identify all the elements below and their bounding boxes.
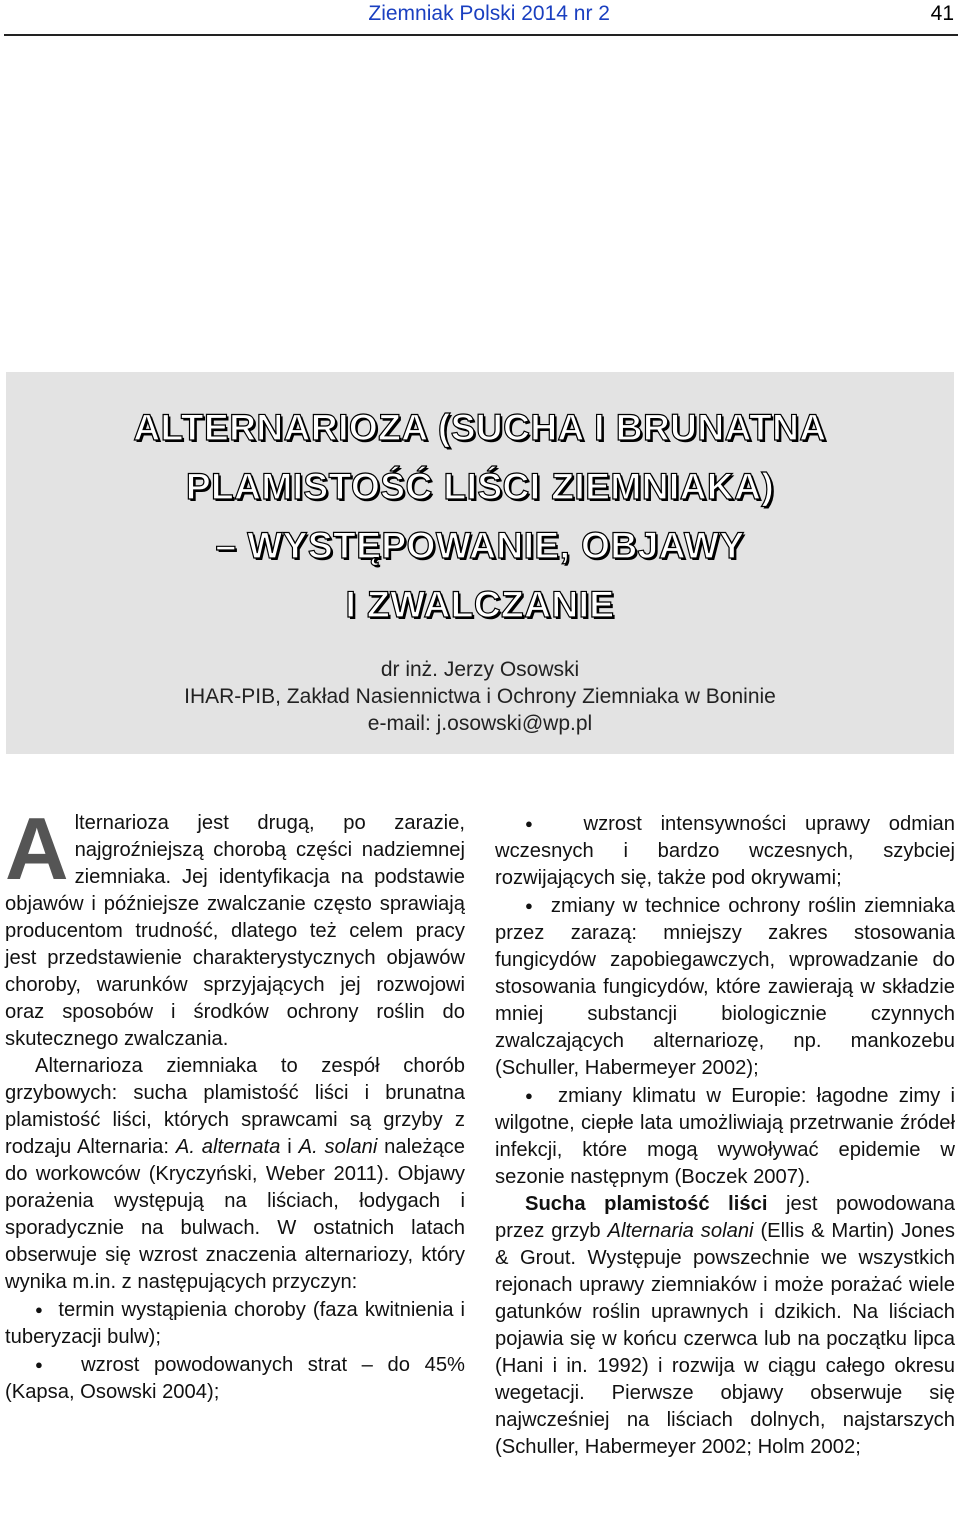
journal-title: Ziemniak Polski 2014 nr 2 xyxy=(368,2,610,25)
running-header xyxy=(4,0,958,36)
species-name: A. alternata xyxy=(175,1136,281,1158)
page-number: 41 xyxy=(930,2,954,25)
bullet-item xyxy=(495,1082,955,1191)
bullet-icon xyxy=(525,895,535,917)
title-line-1: ALTERNARIOZA (SUCHA I BRUNATNA xyxy=(133,407,827,448)
paragraph-text: jest powodowana przez grzyb xyxy=(495,1193,955,1242)
bullet-item xyxy=(5,1296,465,1351)
section-term: Sucha plamistość liści xyxy=(525,1193,768,1215)
bullet-text: wzrost intensywności uprawy odmian wczesnych i bardzo wczesnych, szybciej rozwijających się, także pod okrywami; xyxy=(495,813,956,889)
intro-paragraph xyxy=(5,799,465,1053)
title-line-2: PLAMISTOŚĆ LIŚCI ZIEMNIAKA) xyxy=(185,466,775,507)
bullet-icon xyxy=(525,1085,538,1107)
species-name: Alternaria solani xyxy=(607,1220,754,1242)
bullet-item xyxy=(495,810,955,892)
bullet-text: termin wystąpienia choroby (faza kwitnienia i tuberyzacji bulw); xyxy=(5,1299,466,1348)
article-title xyxy=(6,398,954,634)
bullet-text: wzrost powodowanych strat – do 45% (Kapsa, Osowski 2004); xyxy=(5,1354,465,1403)
bullet-text: zmiany klimatu w Europie: łagodne zimy i wilgotne, ciepłe lata umożliwiają przetrwanie źródeł infekcji, które mogą wywoływać epidemie w sezonie następnym (Boczek 2007). xyxy=(495,1085,956,1188)
paragraph-text: (Ellis & Martin) Jones & Grout. Występuje powszechnie we wszystkich rejonach uprawy ziemniaków i może porażać wiele gatunków roślin uprawnych i dzikich. Na liściach pojawia się w końcu czerwca lub na początku lipca (Hani i in. 1992) i rozwija w ciągu całego okresu wegetacji. Pierwsze objawy obserwuje się najwcześniej na liściach dolnych, najstarszych (Schuller, Habermeyer 2002; Holm 2002; xyxy=(495,1220,955,1458)
drop-cap: A xyxy=(5,799,69,898)
bullet-icon xyxy=(525,813,546,835)
author-affiliation: IHAR-PIB, Zakład Nasiennictwa i Ochrony Ziemniaka w Boninie xyxy=(184,685,776,708)
intro-text: lternarioza jest drugą, po zarazie, najgroźniejszą chorobą części nadziemnej ziemniaka. Jej identyfikacja na podstawie objawów i późniejsze zwalczanie często sprawiają producentom trudność, dlatego też celem pracy jest przedstawienie charakterystycznych objawów choroby, warunków sprzyjających jej rozwojowi oraz sposobów i środków ochrony roślin do skutecznego zwalczania. xyxy=(5,812,465,1050)
title-line-3: – WYSTĘPOWANIE, OBJAWY xyxy=(215,525,745,566)
title-line-4: I ZWALCZANIE xyxy=(345,584,615,625)
author-block xyxy=(6,656,954,737)
bullet-icon xyxy=(35,1354,52,1376)
author-name: dr inż. Jerzy Osowski xyxy=(380,658,580,681)
bullet-text: zmiany w technice ochrony roślin ziemniaka przez zarazą: mniejszy zakres stosowania fungicydów zapobiegawczych, wprowadzanie do stosowania fungicydów, które zawierają w składzie mniej substancji biologicznie czynnych zwalczających alternariozę, np. mankozebu (Schuller, Habermeyer 2002); xyxy=(495,895,956,1079)
bullet-item xyxy=(495,892,955,1082)
author-email: e-mail: j.osowski@wp.pl xyxy=(367,712,593,735)
paragraph-text: i xyxy=(280,1136,299,1158)
paragraph-text: Alternarioza ziemniaka to zespół chorób grzybowych: sucha plamistość liści i brunatna plamistość liści, których sprawcami są grzyby z rodzaju Alternaria: xyxy=(5,1055,465,1158)
bullet-item xyxy=(5,1351,465,1406)
body-paragraph xyxy=(5,1053,465,1296)
paragraph-text: należące do workowców (Kryczyński, Weber 2011). Objawy porażenia występują na liściach, łodygach i sporadycznie na bulwach. W ostatnich latach obserwuje się wzrost znaczenia alternariozy, który wynika m.in. z następujących przyczyn: xyxy=(5,1136,465,1293)
body-paragraph xyxy=(495,1191,955,1461)
right-column xyxy=(495,810,955,1461)
title-banner xyxy=(6,372,954,754)
left-column xyxy=(5,799,466,1406)
bullet-icon xyxy=(35,1299,44,1321)
species-name: A. solani xyxy=(298,1136,378,1158)
